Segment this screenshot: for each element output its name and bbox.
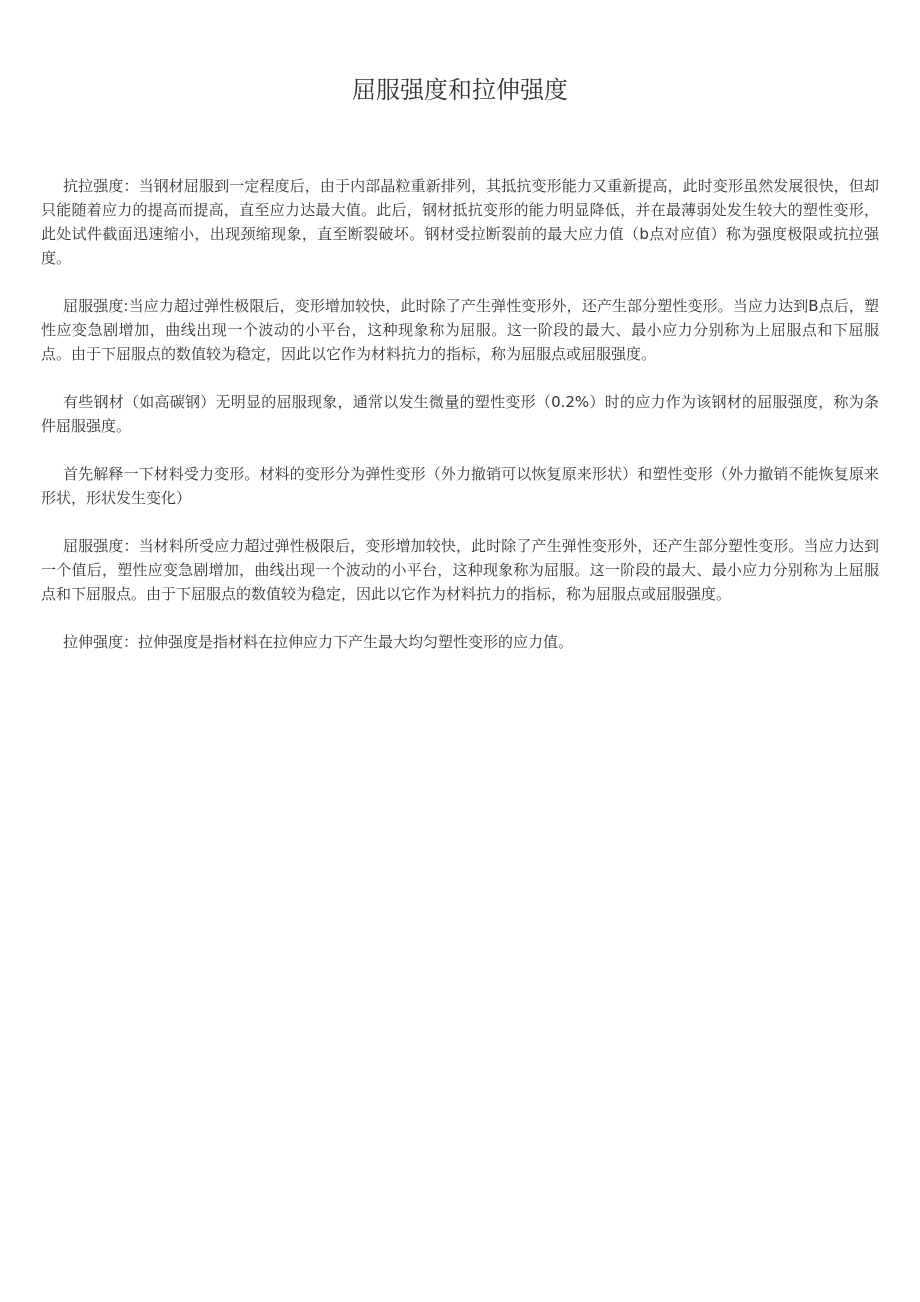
paragraph-tensile-definition: 拉伸强度：拉伸强度是指材料在拉伸应力下产生最大均匀塑性变形的应力值。 [63,633,574,651]
document-body [41,174,879,678]
paragraph-deformation-intro: 首先解释一下材料受力变形。材料的变形分为弹性变形（外力撤销可以恢复原来形状）和塑性变形（外力撤销不能恢复原来形状，形状发生变化） [41,465,879,507]
paragraph-conditional-yield: 有些钢材（如高碳钢）无明显的屈服现象，通常以发生微量的塑性变形（0.2%）时的应力作为该钢材的屈服强度，称为条件屈服强度。 [41,393,879,435]
document-title: 屈服强度和拉伸强度 [352,76,568,104]
paragraph-yield-strength-material: 屈服强度：当材料所受应力超过弹性极限后，变形增加较快，此时除了产生弹性变形外，还产生部分塑性变形。当应力达到一个值后，塑性应变急剧增加，曲线出现一个波动的小平台，这种现象称为屈服。这一阶段的最大、最小应力分别称为上屈服点和下屈服点。由于下屈服点的数值较为稳定，因此以它作为材料抗力的指标，称为屈服点或屈服强度。 [41,537,879,603]
paragraph-yield-strength: 屈服强度:当应力超过弹性极限后，变形增加较快，此时除了产生弹性变形外，还产生部分塑性变形。当应力达到B点后，塑性应变急剧增加，曲线出现一个波动的小平台，这种现象称为屈服。这一阶段的最大、最小应力分别称为上屈服点和下屈服点。由于下屈服点的数值较为稳定，因此以它作为材料抗力的指标，称为屈服点或屈服强度。 [41,297,879,363]
paragraph-tensile-strength: 抗拉强度：当钢材屈服到一定程度后，由于内部晶粒重新排列，其抵抗变形能力又重新提高，此时变形虽然发展很快，但却只能随着应力的提高而提高，直至应力达最大值。此后，钢材抵抗变形的能力明显降低，并在最薄弱处发生较大的塑性变形，此处试件截面迅速缩小，出现颈缩现象，直至断裂破坏。钢材受拉断裂前的最大应力值（b点对应值）称为强度极限或抗拉强度。 [41,177,879,267]
